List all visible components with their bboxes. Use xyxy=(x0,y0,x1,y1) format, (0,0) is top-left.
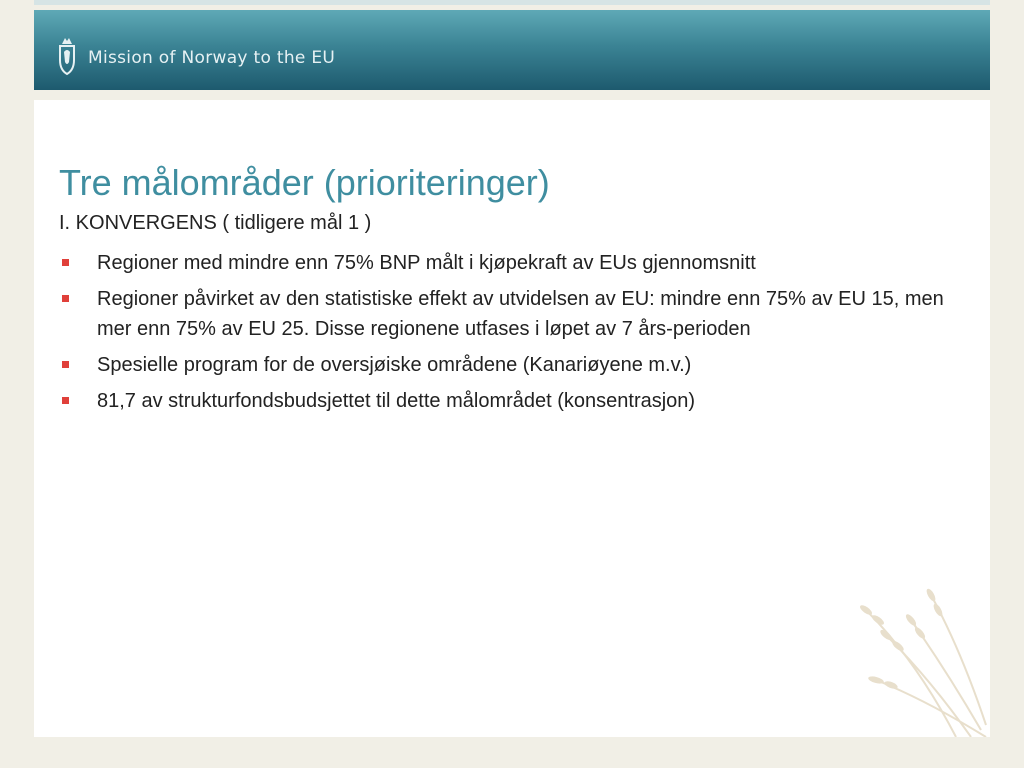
bullet-text: Regioner påvirket av den statistiske effekt av utvidelsen av EU: mindre enn 75% av EU 15, men mer enn 75% av EU 25. Disse regionene utfases i løpet av 7 års-perioden xyxy=(97,288,944,340)
organization-name: Mission of Norway to the EU xyxy=(88,48,336,68)
slide-content xyxy=(34,100,990,737)
bullet-item xyxy=(59,284,959,344)
bullet-text: 81,7 av strukturfondsbudsjettet til dette målområdet (konsentrasjon) xyxy=(97,390,696,412)
header-banner xyxy=(34,10,990,90)
bullet-text: Spesielle program for de oversjøiske områdene (Kanariøyene m.v.) xyxy=(97,354,692,376)
bullet-item xyxy=(59,386,959,416)
bullet-list xyxy=(59,248,959,422)
bullet-marker xyxy=(62,259,69,266)
wheat-stalks-icon xyxy=(846,580,990,737)
bullet-marker xyxy=(62,361,69,368)
bullet-item xyxy=(59,350,959,380)
bullet-item xyxy=(59,248,959,278)
slide-subheading: I. KONVERGENS ( tidligere mål 1 ) xyxy=(59,212,372,234)
bullet-marker xyxy=(62,397,69,404)
bullet-marker xyxy=(62,295,69,302)
slide-title: Tre målområder (prioriteringer) xyxy=(59,162,550,203)
norway-coat-of-arms-icon xyxy=(56,32,78,76)
bullet-text: Regioner med mindre enn 75% BNP målt i kjøpekraft av EUs gjennomsnitt xyxy=(97,252,756,274)
top-strip xyxy=(34,0,990,5)
